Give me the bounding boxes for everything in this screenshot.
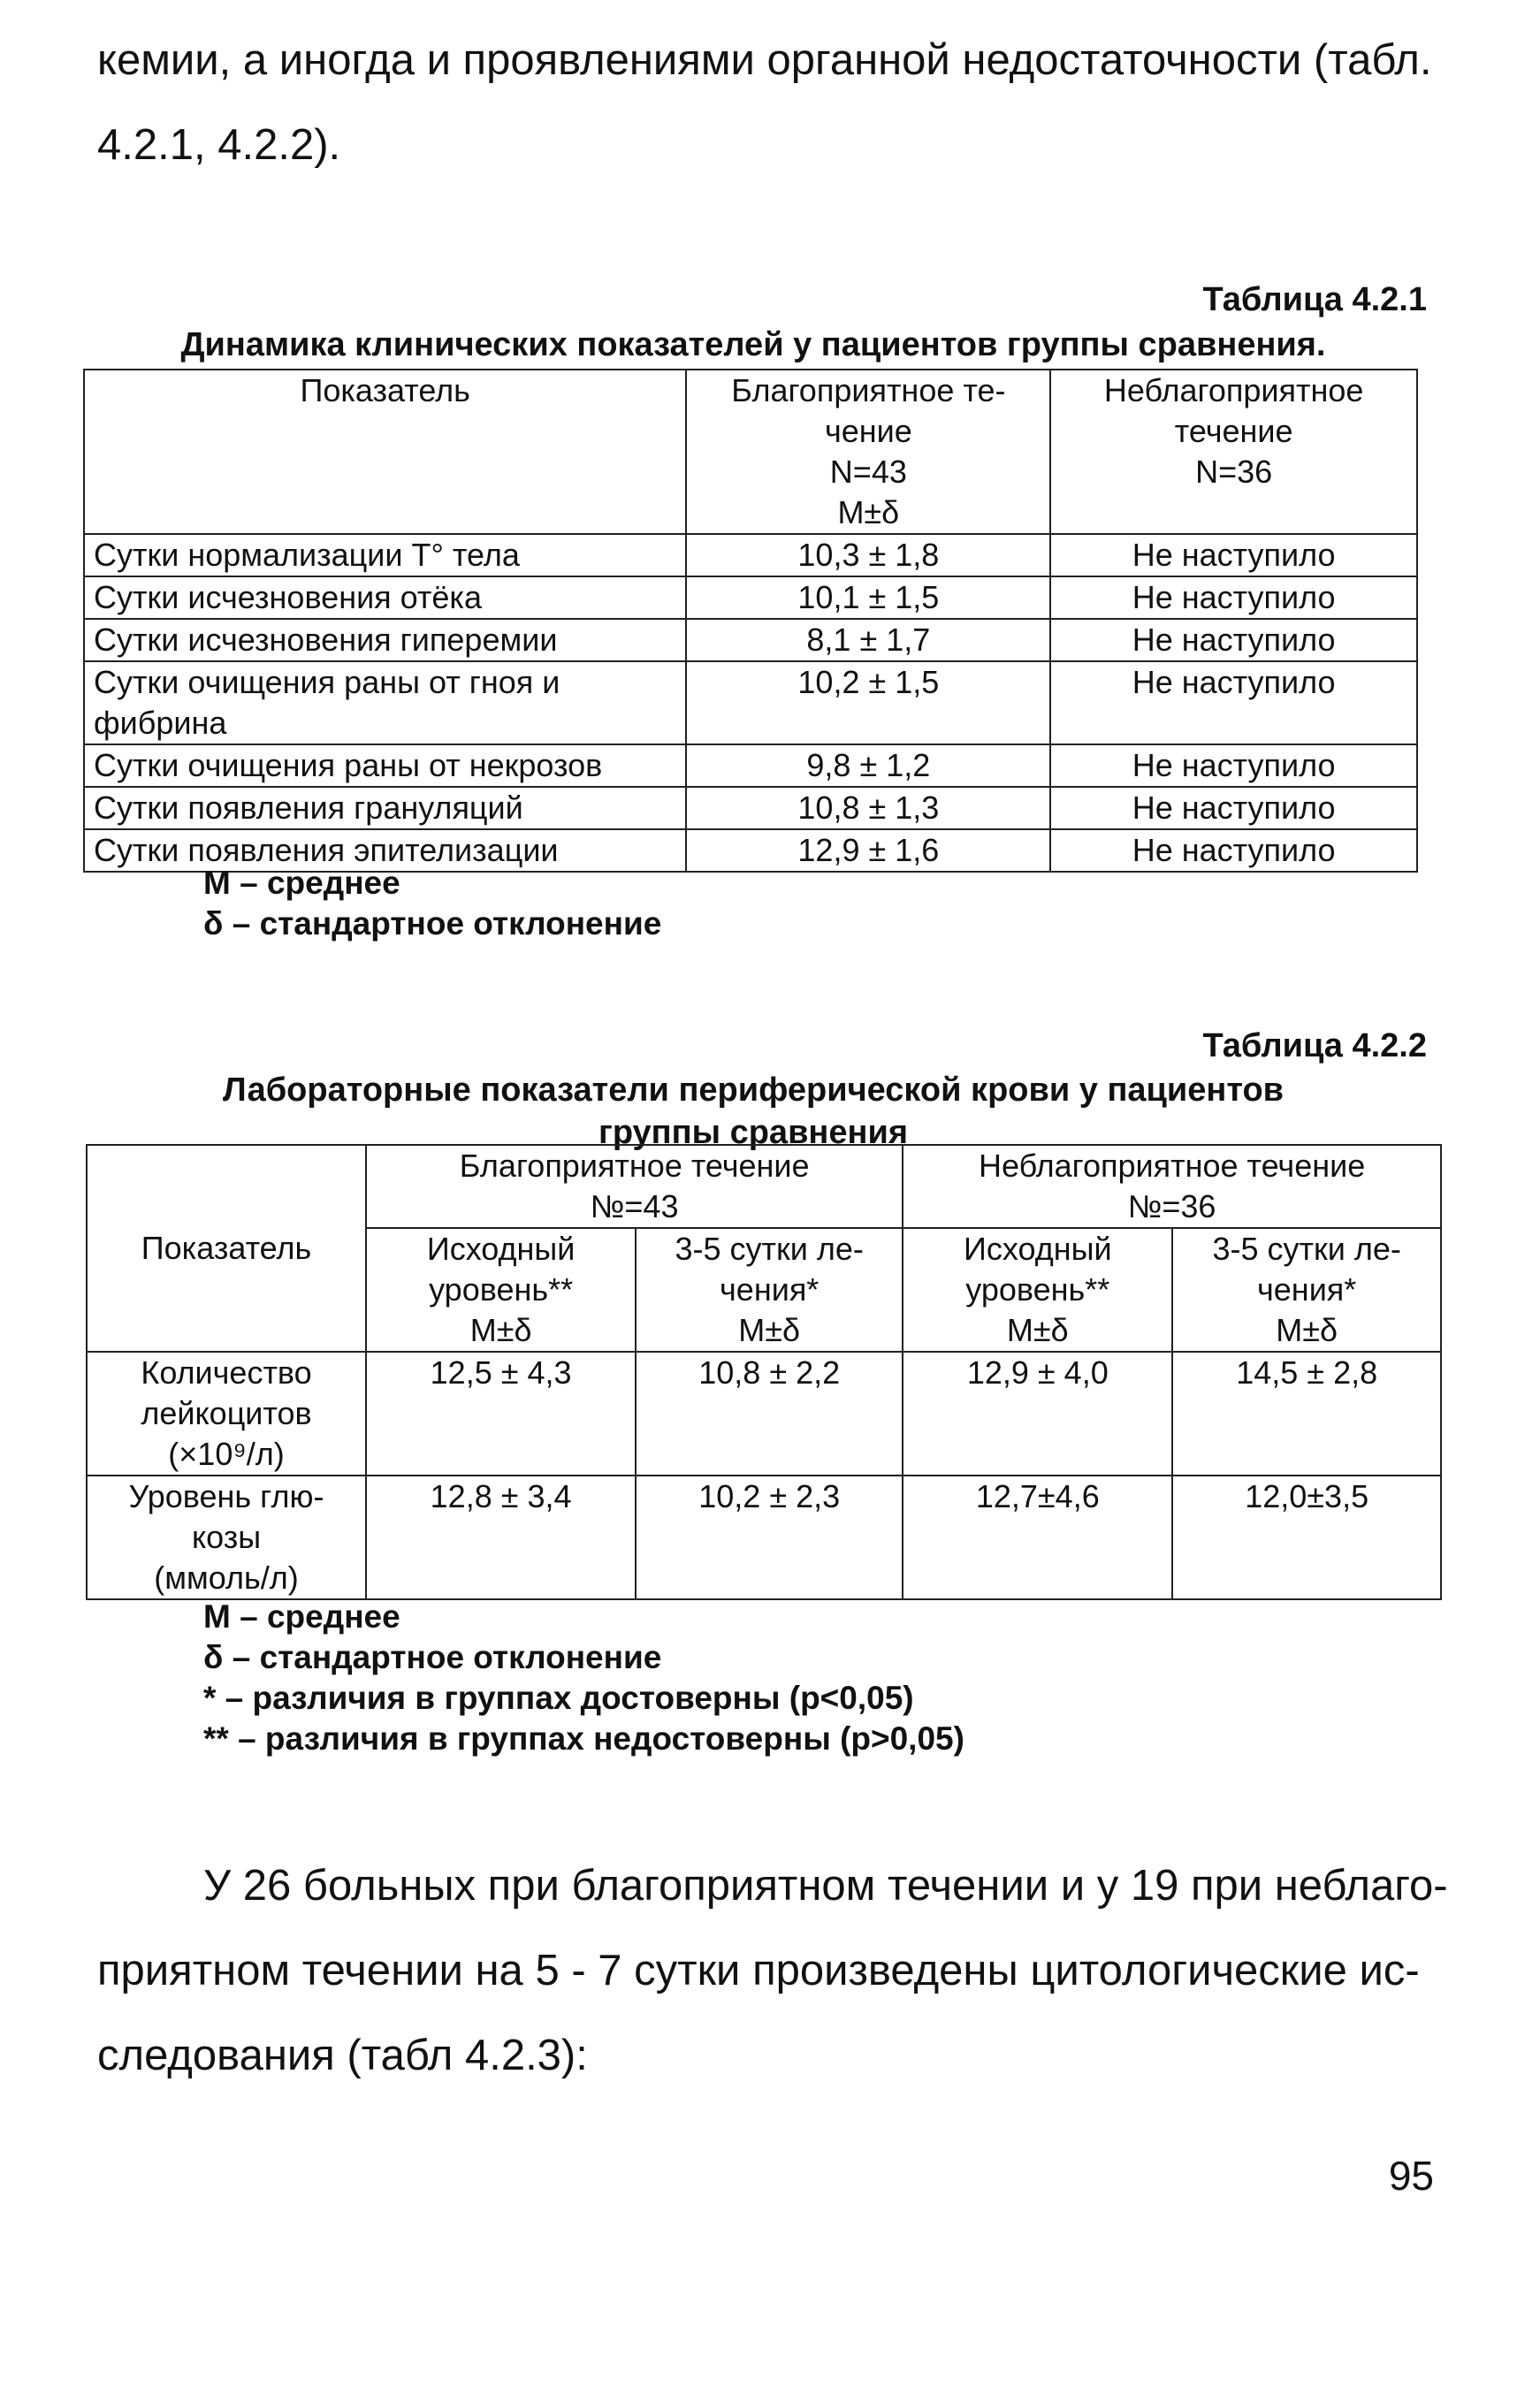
unfavorable-value: Не наступило [1050, 744, 1417, 787]
row-label: Количество лейкоцитов (×10⁹/л) [87, 1352, 366, 1476]
table2-header-favorable: Благоприятное течение №=43 [366, 1145, 903, 1228]
row-label: Сутки появления грануляций [84, 787, 686, 829]
page-number: 95 [1388, 2153, 1434, 2199]
row-label: Сутки исчезновения отёка [84, 576, 686, 619]
table-row [84, 619, 1417, 661]
unfavorable-baseline-value: 12,9 ± 4,0 [903, 1352, 1172, 1476]
unfavorable-value: Не наступило [1050, 619, 1417, 661]
favorable-value: 12,9 ± 1,6 [686, 829, 1050, 872]
closing-line-3: следования (табл 4.2.3): [97, 2032, 588, 2079]
favorable-value: 10,8 ± 1,3 [686, 787, 1050, 829]
row-label: Сутки очищения раны от некрозов [84, 744, 686, 787]
unfavorable-day35-value: 12,0±3,5 [1172, 1476, 1441, 1599]
unfavorable-baseline-value: 12,7±4,6 [903, 1476, 1172, 1599]
favorable-value: 9,8 ± 1,2 [686, 744, 1050, 787]
note-significant: * – различия в группах достоверны (p<0,05) [203, 1680, 914, 1716]
table1-header-row [84, 370, 1417, 534]
table-row [84, 534, 1417, 576]
table1-header-indicator: Показатель [84, 370, 686, 534]
table1-header-unfavorable: Неблагоприятное течение N=36 [1050, 370, 1417, 534]
unfavorable-day35-value: 14,5 ± 2,8 [1172, 1352, 1441, 1476]
row-label: Сутки появления эпителизации [84, 829, 686, 872]
table2-header-favorable-day35: 3-5 сутки ле- чения* M±δ [636, 1228, 903, 1352]
table2-number: Таблица 4.2.2 [1202, 1027, 1427, 1064]
table-row [84, 744, 1417, 787]
note-mean: М – среднее [203, 1598, 400, 1635]
note-not-significant: ** – различия в группах недостоверны (p>0,05) [203, 1720, 964, 1757]
table-row [84, 661, 1417, 744]
unfavorable-value: Не наступило [1050, 576, 1417, 619]
table1-clinical-dynamics [83, 369, 1418, 873]
table1-header-favorable: Благоприятное те- чение N=43 M±δ [686, 370, 1050, 534]
table2-header-unfavorable-baseline: Исходный уровень** M±δ [903, 1228, 1172, 1352]
favorable-day35-value: 10,8 ± 2,2 [636, 1352, 903, 1476]
table-row [87, 1352, 1441, 1476]
table1-notes [203, 863, 661, 944]
table2-header-unfavorable: Неблагоприятное течение №=36 [903, 1145, 1441, 1228]
intro-line-1: кемии, а иногда и проявлениями органной недостаточности (табл. [97, 36, 1432, 84]
unfavorable-value: Не наступило [1050, 661, 1417, 744]
table2-header-unfavorable-day35: 3-5 сутки ле- чения* M±δ [1172, 1228, 1441, 1352]
favorable-value: 8,1 ± 1,7 [686, 619, 1050, 661]
favorable-day35-value: 10,2 ± 2,3 [636, 1476, 903, 1599]
unfavorable-value: Не наступило [1050, 787, 1417, 829]
table2-notes [203, 1597, 964, 1759]
intro-line-2: 4.2.1, 4.2.2). [97, 121, 341, 169]
table-row [84, 576, 1417, 619]
closing-line-1: У 26 больных при благоприятном течении и у 19 при неблаго- [203, 1862, 1448, 1910]
closing-paragraph [97, 1843, 1448, 2098]
favorable-value: 10,1 ± 1,5 [686, 576, 1050, 619]
note-std-deviation: δ – стандартное отклонение [203, 1639, 662, 1675]
unfavorable-value: Не наступило [1050, 534, 1417, 576]
table1-title: Динамика клинических показателей у пациентов группы сравнения. [180, 326, 1326, 363]
table-row [87, 1476, 1441, 1599]
favorable-value: 10,2 ± 1,5 [686, 661, 1050, 744]
favorable-baseline-value: 12,8 ± 3,4 [366, 1476, 636, 1599]
row-label: Сутки исчезновения гиперемии [84, 619, 686, 661]
favorable-baseline-value: 12,5 ± 4,3 [366, 1352, 636, 1476]
table2-header-favorable-baseline: Исходный уровень** M±δ [366, 1228, 636, 1352]
closing-line-2: приятном течении на 5 - 7 сутки произведены цитологические ис- [97, 1947, 1420, 1994]
favorable-value: 10,3 ± 1,8 [686, 534, 1050, 576]
note-std-deviation: δ – стандартное отклонение [203, 905, 662, 942]
table2-laboratory-indicators [86, 1144, 1442, 1600]
row-label: Сутки очищения раны от гноя и фибрина [84, 661, 686, 744]
row-label: Сутки нормализации Т° тела [84, 534, 686, 576]
row-label: Уровень глю- козы (ммоль/л) [87, 1476, 366, 1599]
intro-paragraph [97, 18, 1432, 187]
unfavorable-value: Не наступило [1050, 829, 1417, 872]
note-mean: М – среднее [203, 865, 400, 901]
table1-number: Таблица 4.2.1 [1202, 281, 1427, 318]
table2-title: Лабораторные показатели периферической крови у пациентов группы сравнения [222, 1071, 1285, 1151]
table-row [84, 787, 1417, 829]
table2-header-indicator: Показатель [87, 1145, 366, 1352]
table2-header-row-groups [87, 1145, 1441, 1228]
